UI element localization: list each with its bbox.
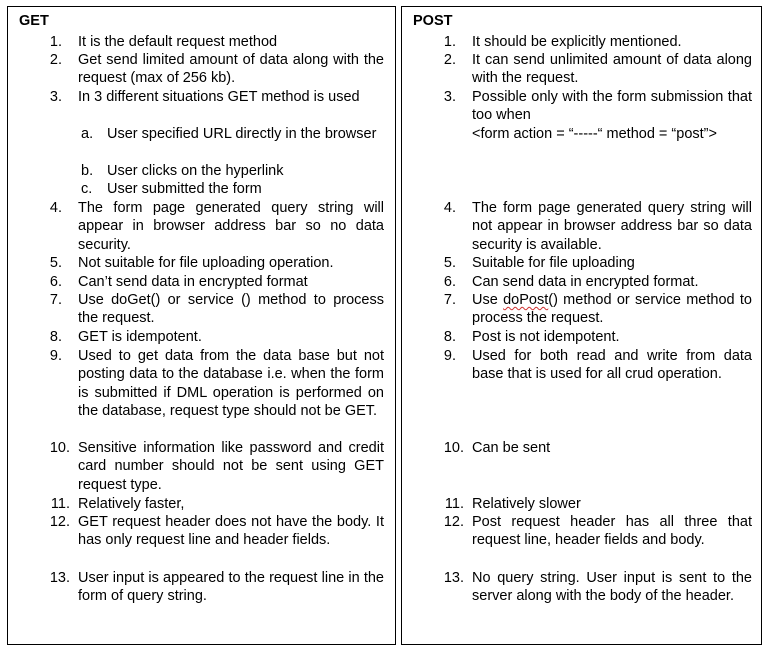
post-item-number: 6. (443, 274, 456, 290)
get-item-text: GET request header does not have the body. It has only request line and header fields. (78, 514, 384, 549)
get-column (7, 6, 396, 645)
spellcheck-marked-word: doPost (503, 292, 549, 308)
get-item-text: Not suitable for file uploading operation. (78, 255, 334, 271)
get-heading: GET (19, 13, 49, 29)
post-item-number: 5. (443, 255, 456, 271)
post-item-number: 2. (443, 52, 456, 68)
get-item-number: 12. (49, 514, 70, 530)
get-item-number: 4. (49, 200, 62, 216)
post-form-tag-text: <form action = “-----“ method = “post”> (472, 126, 717, 142)
post-item-number: 10. (443, 440, 464, 456)
get-item-number: 5. (49, 255, 62, 271)
get-item-number: 7. (49, 292, 62, 308)
post-item-text-before: Use (472, 292, 504, 308)
post-item-text: The form page generated query string will not appear in browser address bar so data security is available. (472, 200, 752, 253)
post-item-text: Post request header has all three that request line, header fields and body. (472, 514, 752, 549)
get-subitem-letter: a. (81, 126, 94, 142)
get-item-text: User input is appeared to the request line in the form of query string. (78, 570, 384, 605)
get-item-text: In 3 different situations GET method is used (78, 89, 360, 105)
post-item-text: It can send unlimited amount of data along with the request. (472, 52, 752, 87)
post-item-text: Possible only with the form submission that too when (472, 89, 752, 124)
post-item-text: Post is not idempotent. (472, 329, 620, 345)
post-item-number: 13. (443, 570, 464, 586)
post-item-text: No query string. User input is sent to the server along with the body of the header. (472, 570, 752, 605)
post-item-number: 9. (443, 348, 456, 364)
get-item-number: 8. (49, 329, 62, 345)
get-item-number: 2. (49, 52, 62, 68)
post-item-number: 3. (443, 89, 456, 105)
get-item-number: 6. (49, 274, 62, 290)
post-item-text-after: () method or service method to process the request. (472, 292, 752, 327)
get-item-number: 10. (49, 440, 70, 456)
get-item-number: 9. (49, 348, 62, 364)
post-item-number: 4. (443, 200, 456, 216)
post-item-text: Can send data in encrypted format. (472, 274, 699, 290)
get-item-text: It is the default request method (78, 34, 278, 50)
get-item-text: GET is idempotent. (78, 329, 202, 345)
get-item-number: 1. (49, 34, 62, 50)
get-item-text: Can’t send data in encrypted format (78, 274, 308, 290)
post-item-number: 1. (443, 34, 456, 50)
get-item-number: 11. (50, 496, 70, 512)
get-subitem-text: User clicks on the hyperlink (107, 163, 284, 179)
post-item-text: It should be explicitly mentioned. (472, 34, 682, 50)
post-item-number: 12. (443, 514, 464, 530)
get-item-text: Use doGet() or service () method to process the request. (78, 292, 384, 327)
get-item-text: Used to get data from the data base but not posting data to the database i.e. when the form is submitted if DML operation is performed on the database, request type should not be GET. (78, 348, 384, 419)
get-subitem-letter: c. (81, 181, 93, 197)
get-subitem-letter: b. (81, 163, 94, 179)
get-item-text: Get send limited amount of data along with the request (max of 256 kb). (78, 52, 384, 87)
get-subitem-text: User submitted the form (107, 181, 262, 197)
get-item-text: Sensitive information like password and credit card number should not be sent using GET request type. (78, 440, 384, 493)
get-item-text: Relatively faster, (78, 496, 185, 512)
post-column (401, 6, 762, 645)
post-item-number: 7. (443, 292, 456, 308)
post-item-text: Used for both read and write from data base that is used for all crud operation. (472, 348, 752, 383)
get-item-text: The form page generated query string will appear in browser address bar so no data security. (78, 200, 384, 253)
get-item-number: 13. (49, 570, 70, 586)
get-item-number: 3. (49, 89, 62, 105)
post-item-number: 11. (444, 496, 464, 512)
post-item-text: Can be sent (472, 440, 551, 456)
post-item-text: Suitable for file uploading (472, 255, 635, 271)
post-item-text (472, 291, 752, 328)
post-heading: POST (413, 13, 453, 29)
get-subitem-text: User specified URL directly in the browser (107, 126, 377, 142)
post-item-text: Relatively slower (472, 496, 581, 512)
post-item-number: 8. (443, 329, 456, 345)
